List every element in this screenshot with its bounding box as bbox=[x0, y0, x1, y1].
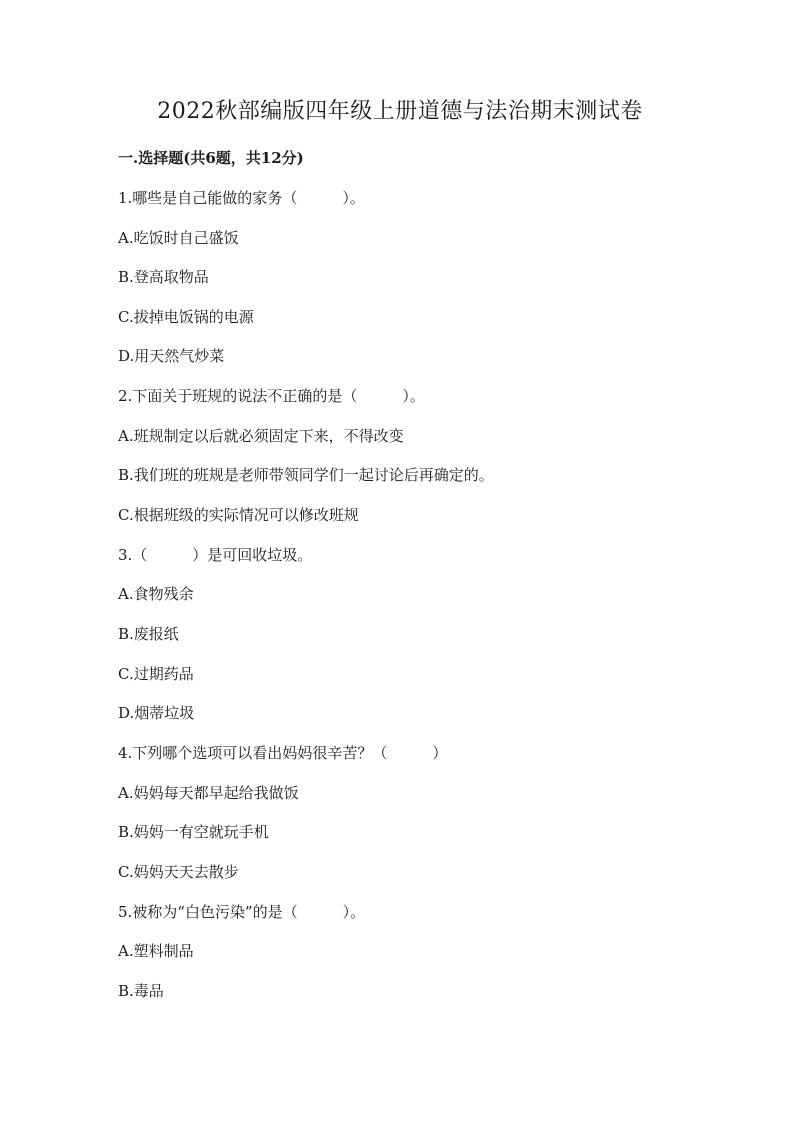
question-2-option-c: C.根据班级的实际情况可以修改班规 bbox=[118, 506, 359, 524]
question-4-stem: 4.下列哪个选项可以看出妈妈很辛苦？（ ） bbox=[118, 744, 448, 762]
question-4-option-b: B.妈妈一有空就玩手机 bbox=[118, 823, 269, 841]
question-3-stem: 3.（ ）是可回收垃圾。 bbox=[118, 546, 313, 564]
question-3-option-c: C.过期药品 bbox=[118, 665, 194, 683]
question-4-option-c: C.妈妈天天去散步 bbox=[118, 863, 239, 881]
question-3-option-a: A.食物残余 bbox=[118, 585, 194, 603]
question-5-option-b: B.毒品 bbox=[118, 982, 164, 1000]
question-2-option-a: A.班规制定以后就必须固定下来，不得改变 bbox=[118, 427, 404, 445]
section-heading: 一.选择题(共6题，共12分) bbox=[118, 149, 304, 167]
question-5-option-a: A.塑料制品 bbox=[118, 942, 194, 960]
question-3-option-d: D.烟蒂垃圾 bbox=[118, 704, 195, 722]
page-title: 2022秋部编版四年级上册道德与法治期末测试卷 bbox=[157, 99, 643, 124]
question-1-option-c: C.拔掉电饭锅的电源 bbox=[118, 308, 254, 326]
question-5-stem: 5.被称为“白色污染”的是（ ）。 bbox=[118, 903, 366, 921]
question-1-option-d: D.用天然气炒菜 bbox=[118, 347, 225, 365]
question-4-option-a: A.妈妈每天都早起给我做饭 bbox=[118, 784, 299, 802]
question-1-option-a: A.吃饭时自己盛饭 bbox=[118, 229, 239, 247]
question-2-option-b: B.我们班的班规是老师带领同学们一起讨论后再确定的。 bbox=[118, 466, 494, 484]
question-2-stem: 2.下面关于班规的说法不正确的是（ ）。 bbox=[118, 387, 425, 405]
question-3-option-b: B.废报纸 bbox=[118, 625, 179, 643]
question-1-option-b: B.登高取物品 bbox=[118, 268, 209, 286]
question-1-stem: 1.哪些是自己能做的家务（ ）。 bbox=[118, 189, 365, 207]
